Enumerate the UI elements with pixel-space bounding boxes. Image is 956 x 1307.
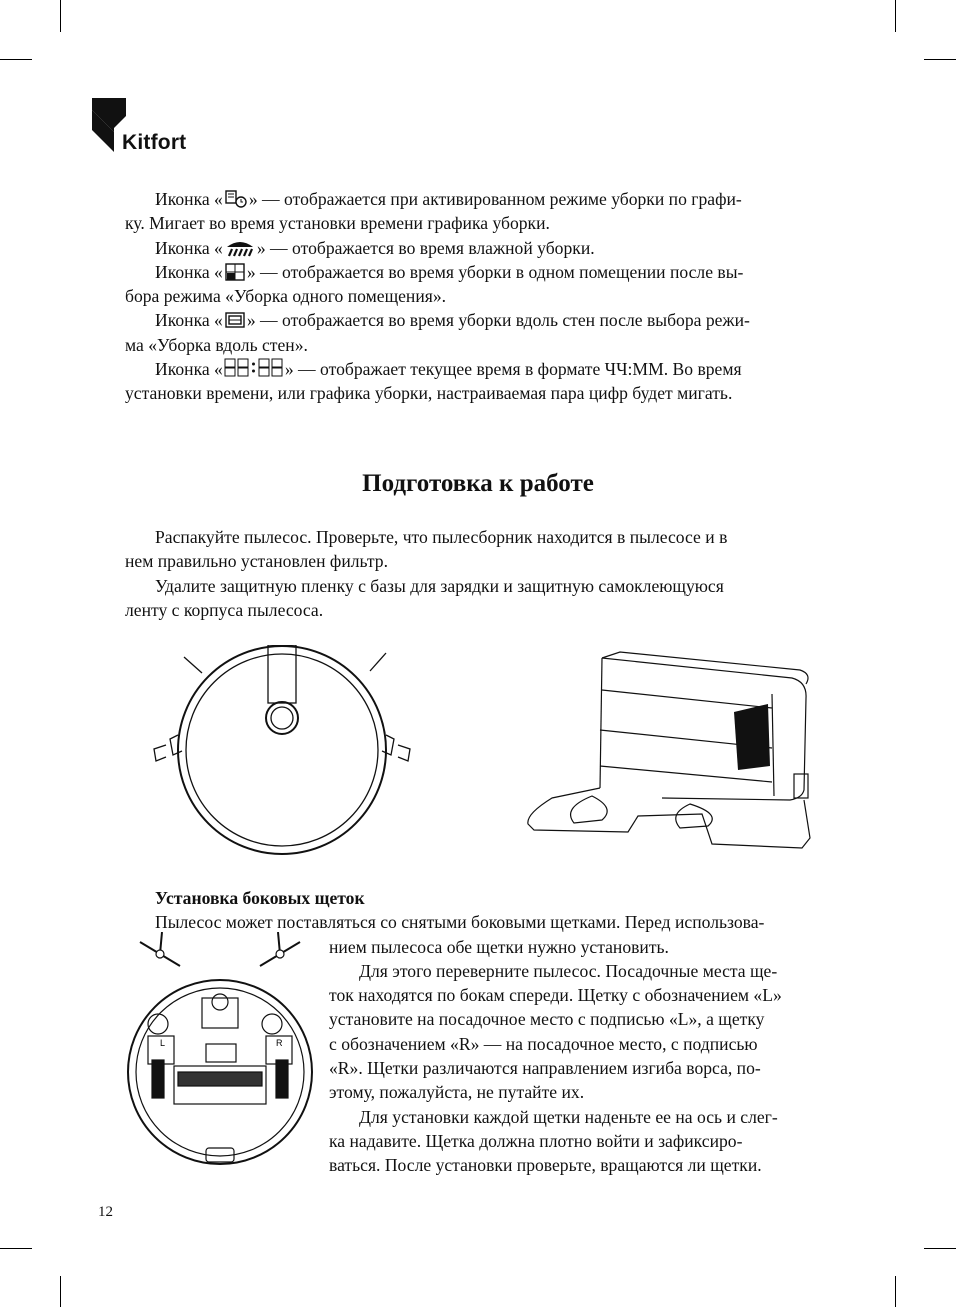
charging-base-illustration <box>522 648 822 860</box>
right-brush-label: R <box>276 1038 283 1048</box>
crop-mark <box>0 1248 32 1249</box>
text-line: ток находятся по бокам спереди. Щетку с обозначением «L» <box>329 985 782 1006</box>
icon-line: ку. Мигает во время установки времени графика уборки. <box>125 213 550 234</box>
icon-line: Иконка « » — отображает текущее время в формате ЧЧ:ММ. Во время <box>155 359 742 380</box>
icon-line: Иконка « » — отображается при активированном режиме уборки по графи- <box>155 189 742 209</box>
text-line: Для этого переверните пылесос. Посадочные места ще- <box>359 960 778 981</box>
text-line: «R». Щетки различаются направлением изгиба ворса, по- <box>329 1058 761 1079</box>
text-line: Для установки каждой щетки наденьте ее на ось и слег- <box>359 1106 778 1127</box>
robot-top-illustration <box>140 645 440 855</box>
icon-line: Иконка « » — отображается во время влажной уборки. <box>155 237 595 258</box>
single-room-icon <box>223 263 247 281</box>
text-line: ленту с корпуса пылесоса. <box>125 599 324 620</box>
section-title: Подготовка к работе <box>362 470 594 497</box>
text-line: с обозначением «R» — на посадочное место, с подписью <box>329 1033 758 1054</box>
wet-cleaning-icon <box>223 239 257 257</box>
text-line: нем правильно установлен фильтр. <box>125 551 388 572</box>
crop-mark <box>0 59 32 60</box>
text-line: Пылесос может поставляться со снятыми боковыми щетками. Перед использова- <box>155 912 765 933</box>
robot-bottom-illustration <box>120 932 320 1172</box>
text-line: нием пылесоса обе щетки нужно установить. <box>329 936 669 957</box>
text-line: ваться. После установки проверьте, вращаются ли щетки. <box>329 1155 762 1176</box>
crop-mark <box>895 1276 896 1307</box>
icons-description <box>125 187 837 406</box>
crop-mark <box>60 0 61 32</box>
wall-cleaning-icon <box>223 311 247 329</box>
crop-mark <box>924 59 956 60</box>
clock-digits-icon <box>223 358 285 378</box>
icon-line: Иконка « » — отображается во время уборки в одном помещении после вы- <box>155 261 744 282</box>
text-line: Удалите защитную пленку с базы для зарядки и защитную самоклеющуюся <box>155 575 724 596</box>
text-line: Распакуйте пылесос. Проверьте, что пылесборник находится в пылесосе и в <box>155 527 728 547</box>
wrapped-text <box>329 935 837 1178</box>
text-line: этому, пожалуйста, не путайте их. <box>329 1082 585 1103</box>
page-number: 12 <box>98 1204 113 1220</box>
text-line: ка надавите. Щетка должна плотно войти и зафиксиро- <box>329 1130 743 1151</box>
brand-name: Kitfort <box>122 131 187 154</box>
left-brush-label: L <box>160 1038 166 1048</box>
subsection-title: Установка боковых щеток <box>155 888 365 908</box>
text-line: установите на посадочное место с подписью «L», а щетку <box>329 1009 765 1030</box>
icon-line: бора режима «Уборка одного помещения». <box>125 286 447 307</box>
crop-mark <box>895 0 896 32</box>
prep-text <box>125 525 837 622</box>
icon-line: установки времени, или графика уборки, настраиваемая пара цифр будет мигать. <box>125 383 733 404</box>
icon-line: Иконка « » — отображается во время уборки вдоль стен после выбора режи- <box>155 310 750 331</box>
icon-line: ма «Уборка вдоль стен». <box>125 334 308 355</box>
crop-mark <box>60 1276 61 1307</box>
crop-mark <box>924 1248 956 1249</box>
schedule-icon <box>223 190 249 208</box>
